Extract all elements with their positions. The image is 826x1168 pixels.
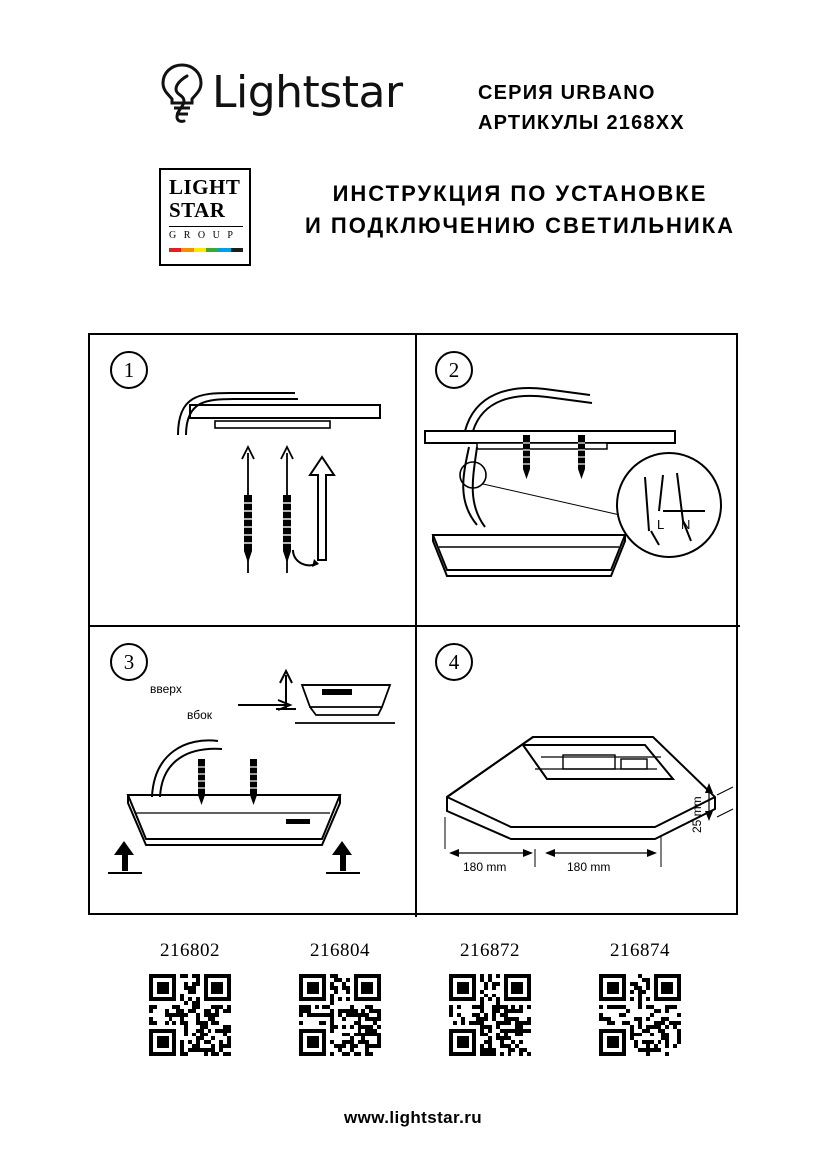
step-2 [415, 335, 740, 625]
article-number: 216802 [160, 940, 220, 961]
instruction-line-1: ИНСТРУКЦИЯ ПО УСТАНОВКЕ [332, 181, 708, 206]
step-4-number: 4 [435, 643, 473, 681]
article-number: 216872 [460, 940, 520, 961]
code-item [430, 940, 550, 1056]
step-1 [90, 335, 415, 625]
page-title [285, 178, 755, 242]
brand-name: Lightstar [212, 67, 403, 118]
qr-code[interactable] [149, 974, 231, 1056]
step-4 [415, 627, 740, 917]
code-item [130, 940, 250, 1056]
article-codes [130, 940, 700, 1056]
qr-code[interactable] [449, 974, 531, 1056]
group-logo-line2: STAR [169, 198, 226, 222]
lightstar-bulb-icon [160, 62, 204, 124]
terminal-label-n: N [681, 517, 691, 532]
series-heading [478, 80, 685, 136]
group-logo-rule [169, 226, 243, 227]
lightstar-group-logo [159, 168, 251, 266]
step-1-number: 1 [110, 351, 148, 389]
instruction-line-2: И ПОДКЛЮЧЕНИЮ СВЕТИЛЬНИКА [304, 213, 736, 238]
qr-code[interactable] [299, 974, 381, 1056]
label-up: вверх [150, 682, 182, 696]
website-url[interactable]: www.lightstar.ru [343, 1108, 482, 1127]
group-logo-line1: LIGHT [169, 175, 241, 199]
steps-frame [88, 333, 738, 915]
terminal-label-l: L [657, 517, 665, 532]
step-3-number: 3 [110, 643, 148, 681]
group-logo-color-bar [169, 248, 243, 252]
label-side: вбок [187, 708, 213, 722]
brand-logo [160, 62, 403, 124]
step-1-illustration [90, 335, 415, 625]
dimension-label-depth: 180 mm [567, 860, 611, 874]
group-logo-line3: G R O U P [169, 230, 236, 241]
step-2-illustration [415, 335, 740, 625]
code-item [580, 940, 700, 1056]
code-item [280, 940, 400, 1056]
step-2-number: 2 [435, 351, 473, 389]
article-number: 216804 [310, 940, 370, 961]
dimension-label-height: 25 mm [690, 796, 704, 833]
article-title: АРТИКУЛЫ 2168XX [478, 112, 685, 134]
series-title: СЕРИЯ URBANO [478, 82, 656, 104]
article-number: 216874 [610, 940, 670, 961]
dimension-label-width: 180 mm [463, 860, 507, 874]
qr-code[interactable] [599, 974, 681, 1056]
step-3-illustration [90, 627, 415, 917]
step-3 [90, 627, 415, 917]
step-4-illustration [415, 627, 740, 917]
